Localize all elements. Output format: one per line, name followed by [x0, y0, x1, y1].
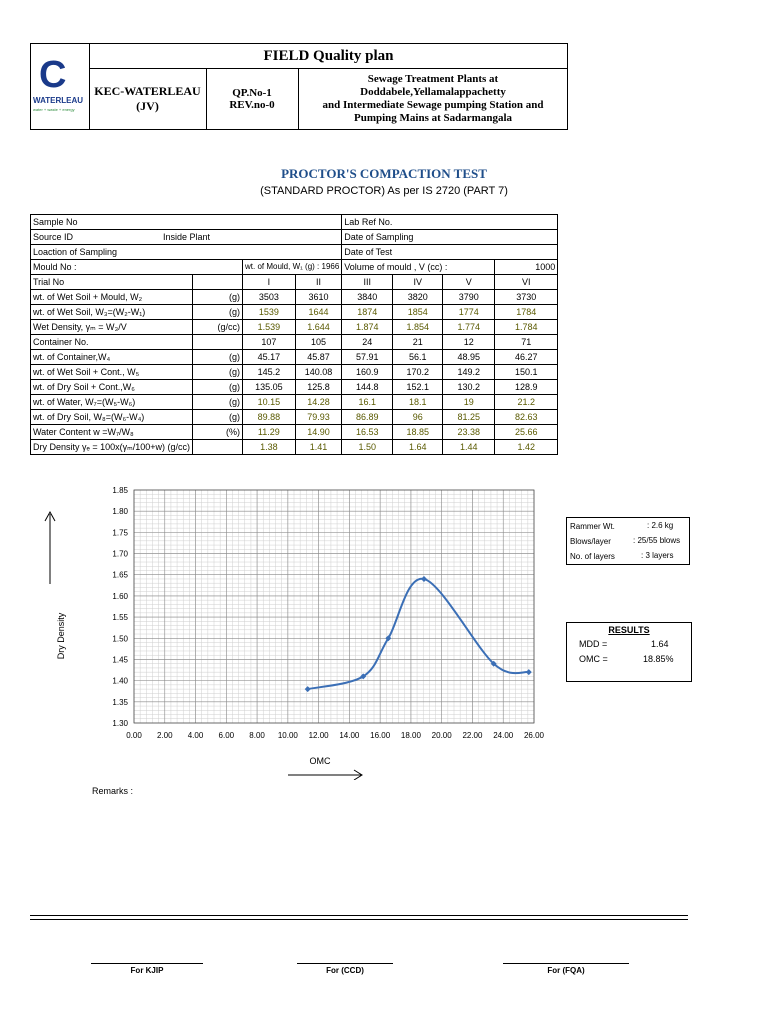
table-row [31, 410, 558, 425]
table-cell: 1.774 [443, 320, 495, 335]
table-cell: 24 [342, 335, 393, 350]
location-label: Loaction of Sampling [31, 245, 342, 260]
table-cell: 12 [443, 335, 495, 350]
table-row [31, 320, 558, 335]
row-unit: (g) [193, 305, 243, 320]
row-label: wt. of Wet Soil, W₃=(W₂-W₁) [31, 305, 193, 320]
table-cell: 1.874 [342, 320, 393, 335]
table-cell: 1.41 [295, 440, 342, 455]
table-cell: 48.95 [443, 350, 495, 365]
footer-divider [30, 919, 688, 920]
data-point [305, 686, 311, 692]
date-sampling-label: Date of Sampling [342, 230, 558, 245]
table-row [31, 395, 558, 410]
row-label: Container No. [31, 335, 193, 350]
table-cell: 3730 [495, 290, 558, 305]
table-cell: 140.08 [295, 365, 342, 380]
table-cell: 1.644 [295, 320, 342, 335]
table-cell: 3610 [295, 290, 342, 305]
table-cell: 144.8 [342, 380, 393, 395]
y-tick-label: 1.80 [112, 507, 128, 517]
table-cell: 1854 [393, 305, 443, 320]
x-tick-label: 10.00 [277, 731, 298, 740]
data-point [421, 576, 427, 582]
y-tick-label: 1.30 [112, 719, 128, 728]
row-unit: (g) [193, 350, 243, 365]
x-tick-label: 0.00 [126, 731, 142, 740]
table-cell: 45.17 [243, 350, 296, 365]
table-cell: 19 [443, 395, 495, 410]
table-cell: 18.85 [393, 425, 443, 440]
company-name: KEC-WATERLEAU (JV) [89, 68, 207, 129]
omc-label: OMC = [579, 654, 608, 664]
results-title: RESULTS [608, 625, 650, 635]
results-box [566, 622, 692, 682]
table-cell: 1.50 [342, 440, 393, 455]
table-cell: 130.2 [443, 380, 495, 395]
table-cell: 96 [393, 410, 443, 425]
table-cell: 23.38 [443, 425, 495, 440]
mould-weight: wt. of Mould, W₁ (g) : 1966 [243, 260, 342, 275]
x-tick-label: 8.00 [249, 731, 265, 740]
row-unit: (%) [193, 425, 243, 440]
table-cell: 1.44 [443, 440, 495, 455]
table-cell: 1874 [342, 305, 393, 320]
lab-ref-label: Lab Ref No. [342, 215, 558, 230]
table-cell: 14.90 [295, 425, 342, 440]
table-cell: 128.9 [495, 380, 558, 395]
x-tick-label: 2.00 [156, 731, 173, 740]
table-row [31, 290, 558, 305]
y-tick-label: 1.40 [112, 676, 128, 686]
trial-label: Trial No [31, 275, 193, 290]
trial-header: VI [495, 275, 558, 290]
table-cell: 149.2 [443, 365, 495, 380]
table-row [31, 305, 558, 320]
row-label: wt. of Dry Soil, W₈=(W₆-W₄) [31, 410, 193, 425]
logo-tagline: water + waste + energy [33, 107, 75, 112]
table-cell: 16.1 [342, 395, 393, 410]
row-label: wt. of Wet Soil + Cont., W₅ [31, 365, 193, 380]
table-cell: 89.88 [243, 410, 296, 425]
mould-volume-label: Volume of mould , V (cc) : [342, 260, 495, 275]
table-cell: 150.1 [495, 365, 558, 380]
x-tick-label: 18.00 [400, 731, 421, 740]
table-cell: 25.66 [495, 425, 558, 440]
document-number: QP.No-1 REV.no-0 [206, 68, 299, 129]
x-axis-label: OMC [309, 756, 331, 766]
table-cell: 82.63 [495, 410, 558, 425]
table-cell: 3820 [393, 290, 443, 305]
table-cell: 11.29 [243, 425, 296, 440]
table-cell: 16.53 [342, 425, 393, 440]
x-tick-label: 12.00 [308, 731, 329, 740]
x-tick-label: 26.00 [523, 731, 545, 740]
project-description: Sewage Treatment Plants at Doddabele,Yellamalappachetty and Intermediate Sewage pumping Station and Pumping Mains at Sadarmangala [322, 72, 544, 124]
table-row [31, 350, 558, 365]
signature-kjip: For KJIP [130, 966, 164, 975]
row-label: wt. of Container,W₄ [31, 350, 193, 365]
row-unit: (g) [193, 290, 243, 305]
table-cell: 1.854 [393, 320, 443, 335]
x-tick-label: 4.00 [187, 731, 204, 740]
x-tick-label: 6.00 [218, 731, 235, 740]
y-tick-label: 1.50 [112, 634, 128, 644]
table-cell: 21.2 [495, 395, 558, 410]
x-tick-label: 14.00 [339, 731, 360, 740]
signature-ccd: For (CCD) [326, 966, 364, 975]
table-cell: 145.2 [243, 365, 296, 380]
row-unit [193, 440, 243, 455]
table-cell: 125.8 [295, 380, 342, 395]
table-cell: 135.05 [243, 380, 296, 395]
table-cell: 1.64 [393, 440, 443, 455]
row-unit: (g) [193, 410, 243, 425]
table-cell: 57.91 [342, 350, 393, 365]
logo-text: WATERLEAU [33, 96, 84, 105]
table-cell: 56.1 [393, 350, 443, 365]
row-label: wt. of Dry Soil + Cont.,W₆ [31, 380, 193, 395]
table-row [31, 380, 558, 395]
table-row [31, 365, 558, 380]
table-cell: 86.89 [342, 410, 393, 425]
row-label: Wet Density, γₘ = W₃/V [31, 320, 193, 335]
table-cell: 45.87 [295, 350, 342, 365]
table-cell: 1.784 [495, 320, 558, 335]
table-cell: 3790 [443, 290, 495, 305]
row-unit: (g/cc) [193, 320, 243, 335]
mdd-value: 1.64 [651, 639, 669, 649]
document-subtitle: (STANDARD PROCTOR) As per IS 2720 (PART 7) [260, 185, 508, 197]
document-title: PROCTOR'S COMPACTION TEST [281, 166, 487, 181]
row-unit: (g) [193, 395, 243, 410]
trial-header: I [243, 275, 296, 290]
table-cell: 152.1 [393, 380, 443, 395]
trial-header: II [295, 275, 342, 290]
remarks-label: Remarks : [92, 786, 134, 796]
test-data-table [30, 214, 558, 455]
company-logo: C WATERLEAU water + waste + energy [31, 44, 90, 129]
y-tick-label: 1.70 [112, 549, 128, 559]
test-parameters-box: Rammer Wt. : 2.6 kg Blows/layer : 25/55 blows No. of layers : 3 layers [566, 517, 690, 565]
trial-header: V [443, 275, 495, 290]
y-tick-label: 1.45 [112, 655, 128, 665]
x-tick-label: 24.00 [493, 731, 514, 740]
table-cell: 10.15 [243, 395, 296, 410]
signature-fqa: For (FQA) [547, 966, 585, 975]
y-tick-label: 1.35 [112, 697, 128, 707]
header-block [30, 43, 568, 130]
plot-area [134, 490, 534, 723]
row-label: wt. of Wet Soil + Mould, W₂ [31, 290, 193, 305]
y-tick-label: 1.85 [112, 486, 128, 495]
table-cell: 105 [295, 335, 342, 350]
row-label: Dry Density γₑ = 100x(γₘ/100+w) (g/cc) [31, 440, 193, 455]
table-cell: 21 [393, 335, 443, 350]
table-cell: 107 [243, 335, 296, 350]
row-unit [193, 335, 243, 350]
row-unit: (g) [193, 365, 243, 380]
table-row [31, 425, 558, 440]
table-cell: 79.93 [295, 410, 342, 425]
table-cell: 14.28 [295, 395, 342, 410]
mould-no-label: Mould No : [31, 260, 243, 275]
y-axis-label: Dry Density [56, 612, 66, 660]
table-cell: 1.539 [243, 320, 296, 335]
x-tick-label: 22.00 [462, 731, 483, 740]
row-label: Water Content w =W₇/W₈ [31, 425, 193, 440]
table-cell: 1.38 [243, 440, 296, 455]
footer-divider [30, 915, 688, 916]
table-cell: 18.1 [393, 395, 443, 410]
source-id-cell: Source ID Inside Plant [31, 230, 342, 245]
table-cell: 1.42 [495, 440, 558, 455]
table-cell: 1539 [243, 305, 296, 320]
x-tick-label: 20.00 [431, 731, 452, 740]
omc-value: 18.85% [643, 654, 674, 664]
row-label: wt. of Water, W₇=(W₅-W₆) [31, 395, 193, 410]
table-cell: 81.25 [443, 410, 495, 425]
table-cell: 160.9 [342, 365, 393, 380]
mould-volume-value: 1000 [495, 260, 558, 275]
form-title: FIELD Quality plan [89, 44, 568, 69]
table-cell: 71 [495, 335, 558, 350]
row-unit: (g) [193, 380, 243, 395]
table-cell: 170.2 [393, 365, 443, 380]
sample-no-label: Sample No [31, 215, 342, 230]
trial-header: IV [393, 275, 443, 290]
y-tick-label: 1.75 [112, 528, 128, 538]
table-row [31, 335, 558, 350]
table-cell: 1784 [495, 305, 558, 320]
y-tick-label: 1.65 [112, 570, 128, 580]
y-tick-label: 1.60 [112, 591, 128, 601]
table-cell: 1644 [295, 305, 342, 320]
table-cell: 1774 [443, 305, 495, 320]
data-point [526, 669, 532, 675]
table-cell: 3840 [342, 290, 393, 305]
trial-header: III [342, 275, 393, 290]
table-cell: 3503 [243, 290, 296, 305]
y-tick-label: 1.55 [112, 613, 128, 623]
table-cell: 46.27 [495, 350, 558, 365]
x-tick-label: 16.00 [370, 731, 391, 740]
mdd-label: MDD = [579, 639, 608, 649]
table-row [31, 440, 558, 455]
date-test-label: Date of Test [342, 245, 558, 260]
